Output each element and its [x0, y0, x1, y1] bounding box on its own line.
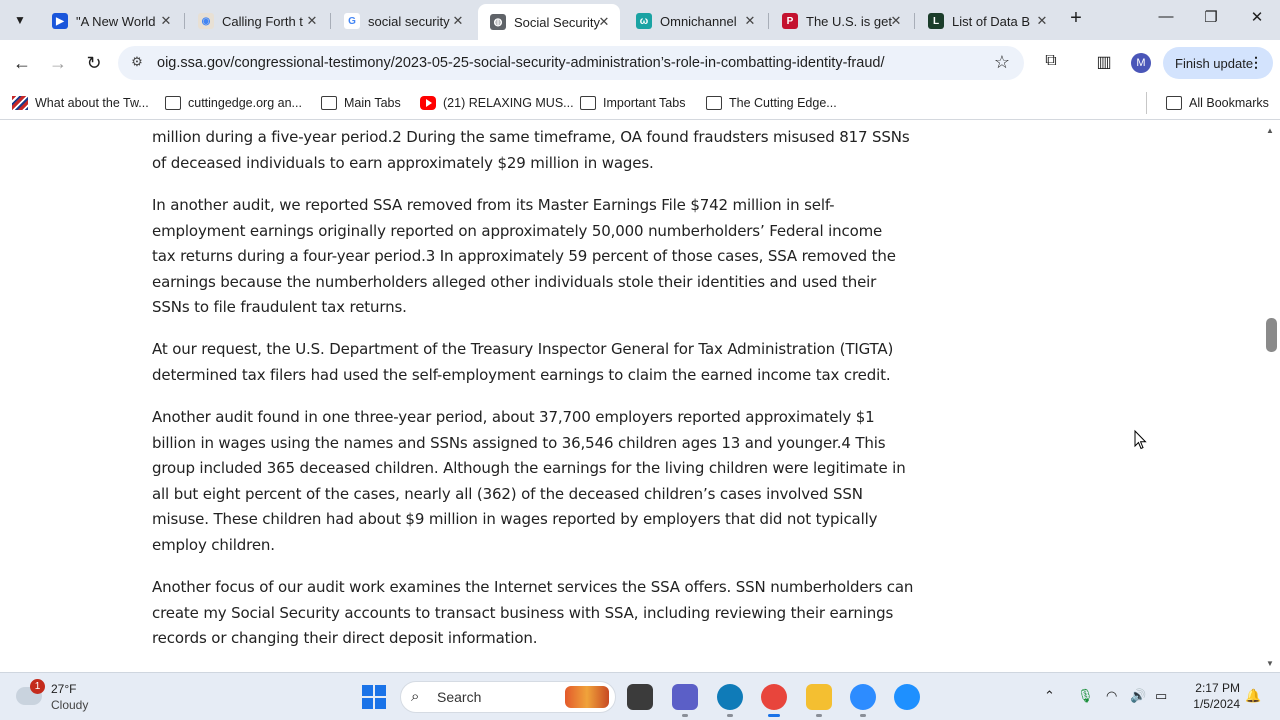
- tab-favicon-icon: G: [344, 13, 360, 29]
- tab-close-icon[interactable]: ✕: [160, 13, 172, 28]
- finish-update-button[interactable]: [1163, 47, 1273, 79]
- tab-4[interactable]: [478, 4, 620, 40]
- extensions-icon[interactable]: ⧉: [1045, 52, 1057, 69]
- paragraph-line: In another audit, we reported SSA removed from its Master Earnings File $742 million in self-: [152, 196, 835, 214]
- youtube-icon: [420, 96, 436, 110]
- bookmarks-separator: [1146, 92, 1147, 114]
- article-paragraph: [152, 337, 894, 388]
- tab-close-icon[interactable]: ✕: [1036, 13, 1048, 28]
- running-app-indicator: [727, 714, 733, 717]
- bookmark-star-icon[interactable]: ☆: [993, 52, 1010, 72]
- paragraph-line: employ children.: [152, 535, 275, 554]
- running-app-indicator: [860, 714, 866, 717]
- forward-button[interactable]: [46, 51, 70, 75]
- bookmark-label: cuttingedge.org an...: [188, 96, 302, 110]
- tab-title: The U.S. is get: [806, 13, 892, 29]
- browser-toolbar: [0, 40, 1280, 86]
- volume-icon[interactable]: 🔊: [1130, 688, 1147, 703]
- paragraph-line: Another focus of our audit work examines the Internet services the SSA offers. SSN numberholders can: [152, 578, 914, 596]
- search-icon: ⌕: [411, 688, 420, 705]
- paragraph-line: employment earnings originally reported on approximately 50,000 numberholders’ Federal income: [152, 221, 883, 240]
- tab-favicon-icon: ▶: [52, 13, 68, 29]
- tab-favicon-icon: ω: [636, 13, 652, 29]
- active-app-indicator: [768, 714, 780, 717]
- new-tab-button[interactable]: +: [1070, 7, 1082, 29]
- restore-button[interactable]: ❐: [1204, 9, 1218, 26]
- bookmark-label: The Cutting Edge...: [729, 96, 837, 110]
- tab-title: "A New World: [76, 13, 156, 29]
- arrow-left-icon: ←: [13, 53, 31, 73]
- paragraph-line: create my Social Security accounts to transact business with SSA, including reviewing their earnings: [152, 603, 894, 622]
- file-explorer-icon[interactable]: [806, 684, 832, 710]
- help-icon[interactable]: [894, 684, 920, 710]
- tab-title: List of Data B: [952, 13, 1031, 29]
- weather-widget[interactable]: [16, 679, 136, 715]
- tab-title: Social Security: [514, 14, 600, 30]
- chrome-icon[interactable]: [761, 684, 787, 710]
- paragraph-line: records or changing their direct deposit information.: [152, 629, 538, 647]
- tab-separator: [914, 13, 915, 29]
- microphone-icon[interactable]: 🎙: [1077, 688, 1094, 703]
- clock-date: 1/5/2024: [1193, 697, 1240, 711]
- folder-icon: [321, 96, 337, 110]
- paragraph-line: of deceased individuals to earn approximately $29 million in wages.: [152, 153, 654, 172]
- tab-separator: [330, 13, 331, 29]
- task-view-icon[interactable]: [627, 684, 653, 710]
- article-paragraph: [152, 405, 906, 558]
- running-app-indicator: [682, 714, 688, 717]
- tab-close-icon[interactable]: ✕: [306, 13, 318, 28]
- tab-5[interactable]: [624, 6, 766, 36]
- tab-title: Omnichannel: [660, 13, 737, 29]
- search-label: Search: [437, 689, 482, 705]
- tab-close-icon[interactable]: ✕: [452, 13, 464, 28]
- bookmark-6[interactable]: [706, 92, 837, 114]
- folder-icon: [580, 96, 596, 110]
- scroll-down-arrow[interactable]: ▼: [1266, 659, 1274, 668]
- zoom-icon[interactable]: [850, 684, 876, 710]
- paragraph-line: Another audit found in one three-year period, about 37,700 employers reported approximately $1: [152, 408, 875, 426]
- paragraph-line: At our request, the U.S. Department of the Treasury Inspector General for Tax Administration (TIGTA): [152, 340, 894, 358]
- reload-icon: ↻: [86, 53, 102, 73]
- article-paragraph: [152, 575, 914, 652]
- bookmark-label: (21) RELAXING MUS...: [443, 96, 574, 110]
- scroll-up-arrow[interactable]: ▲: [1266, 126, 1274, 135]
- bookmark-label: Important Tabs: [603, 96, 686, 110]
- bookmark-label: Main Tabs: [344, 96, 401, 110]
- page-viewport: [0, 121, 1280, 672]
- paragraph-line: misuse. These children had about $9 million in wages reported by employers that did not typically: [152, 510, 878, 528]
- url-text[interactable]: oig.ssa.gov/congressional-testimony/2023-05-25-social-security-administration’s-role-in-combatting-identity-fraud/: [157, 55, 885, 71]
- running-app-indicator: [816, 714, 822, 717]
- edge-icon[interactable]: [717, 684, 743, 710]
- weather-badge: 1: [30, 679, 45, 694]
- tab-favicon-icon: ◉: [198, 13, 214, 29]
- mouse-cursor-icon: [1134, 430, 1148, 450]
- clock-time: 2:17 PM: [1195, 681, 1240, 695]
- paragraph-line: earnings because the numberholders alleged other individuals stole their identities and used their: [152, 272, 877, 291]
- finish-update-label: Finish update: [1175, 55, 1254, 71]
- clock[interactable]: [1186, 680, 1240, 712]
- paragraph-line: all but eight percent of the cases, nearly all (362) of the deceased children’s cases involved SSN: [152, 484, 863, 503]
- site-info-icon[interactable]: ⚙: [131, 54, 143, 69]
- tab-favicon-icon: L: [928, 13, 944, 29]
- battery-icon[interactable]: ▭: [1155, 688, 1168, 703]
- folder-icon: [706, 96, 722, 110]
- paragraph-line: SSNs to file fraudulent tax returns.: [152, 298, 407, 316]
- tab-separator: [768, 13, 769, 29]
- tab-title: social security: [368, 13, 450, 29]
- tab-6[interactable]: [770, 6, 912, 36]
- profile-avatar[interactable]: M: [1131, 53, 1151, 73]
- tab-1[interactable]: [40, 6, 182, 36]
- windows-taskbar: [0, 672, 1280, 720]
- weather-condition: Cloudy: [51, 698, 89, 712]
- scrollbar[interactable]: [1264, 121, 1280, 672]
- windows-logo-tile: [375, 685, 386, 696]
- arrow-right-icon: →: [49, 53, 67, 73]
- paragraph-line: billion in wages using the names and SSNs assigned to 36,546 children ages 13 and younger.4 This: [152, 433, 886, 452]
- tab-close-icon[interactable]: ✕: [744, 13, 756, 28]
- all-bookmarks-label: All Bookmarks: [1189, 96, 1269, 110]
- side-panel-icon[interactable]: ▥: [1096, 54, 1112, 71]
- notifications-bell-icon[interactable]: 🔔: [1245, 688, 1262, 703]
- tab-separator: [184, 13, 185, 29]
- paragraph-line: group included 365 deceased children. Although the earnings for the living children were legitimate in: [152, 459, 906, 477]
- tab-2[interactable]: [186, 6, 328, 36]
- bookmark-label: What about the Tw...: [35, 96, 149, 110]
- tab-7[interactable]: [916, 6, 1058, 36]
- paragraph-line: tax returns during a four-year period.3 In approximately 59 percent of those cases, SSA removed the: [152, 247, 896, 265]
- back-button[interactable]: [10, 51, 34, 75]
- wifi-icon[interactable]: ◠: [1106, 688, 1118, 703]
- all-bookmarks-button[interactable]: [1166, 92, 1269, 114]
- tab-favicon-icon: P: [782, 13, 798, 29]
- bookmark-1[interactable]: [12, 92, 149, 114]
- bookmark-5[interactable]: [580, 92, 685, 114]
- minimize-button[interactable]: —: [1158, 8, 1174, 25]
- scrollbar-thumb[interactable]: [1266, 318, 1277, 352]
- more-menu-icon: ⋮: [1249, 54, 1263, 70]
- windows-logo-tile: [362, 698, 373, 709]
- tab-close-icon[interactable]: ✕: [598, 14, 610, 29]
- folder-icon: [1166, 96, 1182, 110]
- window-close-button[interactable]: ✕: [1250, 9, 1264, 26]
- flag-icon: [12, 96, 28, 110]
- search-highlight-icon: [565, 686, 609, 708]
- teams-chat-icon[interactable]: [672, 684, 698, 710]
- start-button[interactable]: [362, 685, 386, 709]
- bookmark-2[interactable]: [165, 92, 302, 114]
- tab-favicon-icon: ◍: [490, 14, 506, 30]
- article-paragraph: [152, 125, 910, 176]
- chevron-down-icon: ▼: [14, 13, 26, 27]
- tab-3[interactable]: [332, 6, 474, 36]
- tab-title: Calling Forth t: [222, 13, 303, 29]
- address-bar[interactable]: [118, 46, 1024, 80]
- paragraph-line: million during a five-year period.2 During the same timeframe, OA found fraudsters misused 817 SSNs: [152, 128, 910, 146]
- chevron-up-icon[interactable]: ⌃: [1044, 688, 1055, 703]
- bookmark-4[interactable]: [420, 92, 574, 114]
- folder-icon: [165, 96, 181, 110]
- reload-button[interactable]: [82, 51, 106, 75]
- taskbar-search[interactable]: [400, 681, 616, 713]
- paragraph-line: determined tax filers had used the self-employment earnings to claim the earned income tax credit.: [152, 365, 891, 384]
- weather-temperature: 27°F: [51, 682, 77, 696]
- tab-close-icon[interactable]: ✕: [890, 13, 902, 28]
- bookmark-3[interactable]: [321, 92, 401, 114]
- tab-search-button[interactable]: [8, 8, 32, 32]
- windows-logo-tile: [375, 698, 386, 709]
- windows-logo-icon: [362, 685, 373, 696]
- article-paragraph: [152, 193, 896, 321]
